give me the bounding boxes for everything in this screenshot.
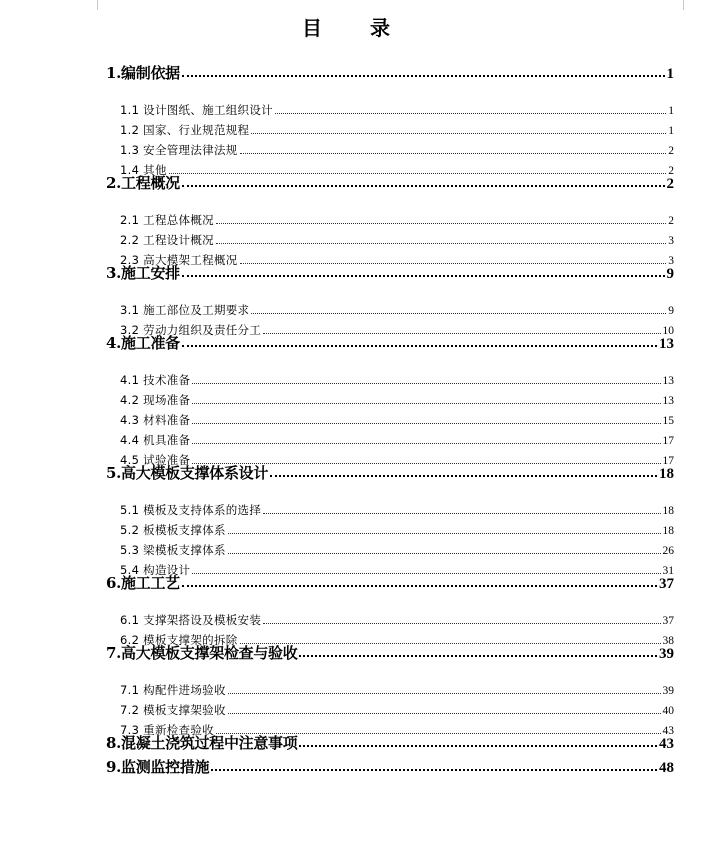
toc-entry-label: 7.2 模板支撑架验收 xyxy=(120,703,226,717)
toc-entry-label: 3.施工安排 xyxy=(106,264,180,282)
toc-entry-label: 6.2 模板支撑架的拆除 xyxy=(120,633,238,647)
toc-section-entry xyxy=(120,502,674,518)
toc-entry-label: 5.4 构造设计 xyxy=(120,563,191,577)
toc-section-entry xyxy=(120,122,674,138)
toc-entry-label: 4.4 机具准备 xyxy=(120,433,191,447)
toc-entry-label: 4.2 现场准备 xyxy=(120,393,191,407)
toc-chapter-entry xyxy=(106,462,674,482)
toc-entry-label: 1.4 其他 xyxy=(120,163,167,177)
toc-page-number: 43 xyxy=(659,736,674,752)
toc-chapter-entry xyxy=(106,642,674,662)
toc-leader-dots xyxy=(216,242,666,244)
toc-leader-dots xyxy=(182,74,665,77)
toc-leader-dots xyxy=(270,474,657,477)
toc-entry-label: 3.2 劳动力组织及责任分工 xyxy=(120,323,262,337)
toc-page-number: 43 xyxy=(662,725,674,737)
toc-entry-label: 6.施工工艺 xyxy=(106,574,180,592)
toc-entry-label: 8.混凝土浇筑过程中注意事项 xyxy=(106,734,298,752)
toc-page-number: 17 xyxy=(662,455,674,467)
toc-page-number: 1 xyxy=(668,125,674,137)
toc-leader-dots xyxy=(211,768,657,771)
toc-entry-label: 3.1 施工部位及工期要求 xyxy=(120,303,250,317)
toc-leader-dots xyxy=(192,442,660,444)
toc-entry-label: 1.2 国家、行业规范规程 xyxy=(120,123,250,137)
toc-entry-label: 1.3 安全管理法律法规 xyxy=(120,143,238,157)
toc-page-number: 39 xyxy=(659,646,674,662)
toc-page-number: 37 xyxy=(659,576,674,592)
toc-leader-dots xyxy=(299,654,657,657)
toc-page-number: 9 xyxy=(668,305,674,317)
toc-leader-dots xyxy=(263,512,660,514)
toc-leader-dots xyxy=(251,132,666,134)
toc-leader-dots xyxy=(216,222,666,224)
toc-entry-label: 5.2 板模板支撑体系 xyxy=(120,523,226,537)
toc-entry-label: 4.施工准备 xyxy=(106,334,180,352)
toc-section-entry xyxy=(120,232,674,248)
toc-page-number: 15 xyxy=(662,415,674,427)
toc-leader-dots xyxy=(228,712,661,714)
toc-entry-label: 6.1 支撑架搭设及模板安装 xyxy=(120,613,262,627)
toc-entry-label: 2.1 工程总体概况 xyxy=(120,213,214,227)
toc-entry-label: 1.编制依据 xyxy=(106,64,180,82)
toc-section-entry xyxy=(120,522,674,538)
toc-chapter-entry xyxy=(106,172,674,192)
toc-section-entry xyxy=(120,372,674,388)
toc-page-number: 13 xyxy=(659,336,674,352)
toc-page-number: 10 xyxy=(662,325,674,337)
toc-leader-dots xyxy=(182,344,657,347)
toc-entry-label: 7.1 构配件进场验收 xyxy=(120,683,226,697)
toc-leader-dots xyxy=(192,422,660,424)
toc-section-entry xyxy=(120,142,674,158)
toc-entry-label: 9.监测监控措施 xyxy=(106,758,210,776)
toc-page-number: 17 xyxy=(662,435,674,447)
toc-page-number: 1 xyxy=(668,105,674,117)
toc-leader-dots xyxy=(299,744,657,747)
toc-chapter-entry xyxy=(106,262,674,282)
toc-leader-dots xyxy=(263,622,660,624)
toc-leader-dots xyxy=(192,402,660,404)
toc-section-entry xyxy=(120,542,674,558)
toc-leader-dots xyxy=(182,274,665,277)
toc-entry-label: 5.高大模板支撑体系设计 xyxy=(106,464,269,482)
toc-page-number: 37 xyxy=(662,615,674,627)
toc-entry-label: 7.3 重新检查验收 xyxy=(120,723,214,737)
toc-chapter-entry xyxy=(106,332,674,352)
toc-leader-dots xyxy=(182,584,657,587)
toc-page-number: 13 xyxy=(662,395,674,407)
toc-section-entry xyxy=(120,102,674,118)
toc-leader-dots xyxy=(240,152,667,154)
toc-leader-dots xyxy=(228,532,661,534)
toc-chapter-entry xyxy=(106,572,674,592)
toc-section-entry xyxy=(120,682,674,698)
toc-title: 目 录 xyxy=(302,16,404,40)
toc-page-number: 3 xyxy=(668,255,674,267)
toc-chapter-entry xyxy=(106,732,674,752)
toc-page-number: 9 xyxy=(666,266,674,282)
toc-entry-label: 4.3 材料准备 xyxy=(120,413,191,427)
toc-page-number: 2 xyxy=(668,215,674,227)
toc-leader-dots xyxy=(251,312,666,314)
toc-entry-label: 2.2 工程设计概况 xyxy=(120,233,214,247)
toc-entry-label: 5.1 模板及支持体系的选择 xyxy=(120,503,262,517)
toc-page-number: 18 xyxy=(662,525,674,537)
toc-leader-dots xyxy=(228,692,661,694)
toc-entry-label: 7.高大模板支撑架检查与验收 xyxy=(106,644,298,662)
toc-page-number: 31 xyxy=(662,565,674,577)
toc-page-number: 2 xyxy=(666,176,674,192)
toc-leader-dots xyxy=(192,382,660,384)
toc-entry-label: 2.3 高大模架工程概况 xyxy=(120,253,238,267)
toc-page-number: 26 xyxy=(662,545,674,557)
toc-page-number: 18 xyxy=(662,505,674,517)
toc-section-entry xyxy=(120,392,674,408)
toc-page-number: 38 xyxy=(662,635,674,647)
toc-page-number: 48 xyxy=(659,760,674,776)
toc-section-entry xyxy=(120,212,674,228)
toc-entry-label: 4.1 技术准备 xyxy=(120,373,191,387)
toc-section-entry xyxy=(120,412,674,428)
toc-section-entry xyxy=(120,612,674,628)
toc-page-number: 3 xyxy=(668,235,674,247)
toc-entry-label: 1.1 设计图纸、施工组织设计 xyxy=(120,103,273,117)
toc-section-entry xyxy=(120,702,674,718)
toc-section-entry xyxy=(120,302,674,318)
toc-entry-label: 5.3 梁模板支撑体系 xyxy=(120,543,226,557)
toc-chapter-entry xyxy=(106,62,674,82)
toc-leader-dots xyxy=(182,184,665,187)
toc-page-number: 13 xyxy=(662,375,674,387)
toc-entry-label: 4.5 试验准备 xyxy=(120,453,191,467)
toc-page-number: 1 xyxy=(666,66,674,82)
crop-mark-top-left xyxy=(85,0,98,10)
toc-page-number: 2 xyxy=(668,165,674,177)
toc-page-number: 40 xyxy=(662,705,674,717)
toc-page-number: 2 xyxy=(668,145,674,157)
toc-page-number: 39 xyxy=(662,685,674,697)
toc-page-number: 18 xyxy=(659,466,674,482)
toc-section-entry xyxy=(120,432,674,448)
toc-entry-label: 2.工程概况 xyxy=(106,174,180,192)
toc-chapter-entry xyxy=(106,756,674,776)
toc-leader-dots xyxy=(275,112,666,114)
toc-leader-dots xyxy=(228,552,661,554)
crop-mark-top-right xyxy=(683,0,694,10)
